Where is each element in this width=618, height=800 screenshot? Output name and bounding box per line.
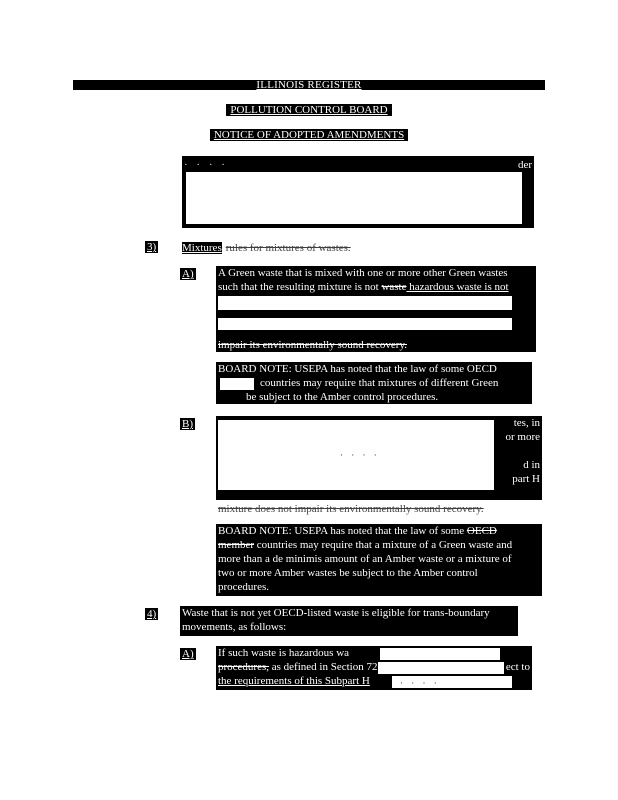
item3-heading (182, 241, 351, 255)
subitem-a2-line1: If such waste is hazardous wa (218, 647, 350, 659)
subitem-a-note-line2: countries may require that mixtures of different Green (260, 377, 499, 389)
subitem-a2-label-text: A) (182, 648, 194, 660)
notice-title-text: NOTICE OF ADOPTED AMENDMENTS (210, 129, 408, 141)
subitem-a2-line3: the requirements of this Subpart H (218, 675, 370, 687)
subitem-b-note-line2 (216, 538, 542, 552)
subitem-a-line2 (216, 280, 536, 294)
subitem-a-label (180, 268, 196, 280)
board-title (0, 104, 618, 116)
subitem-a2-gap2 (378, 662, 504, 674)
subitem-b-note (216, 524, 542, 596)
subitem-b-note-line1 (216, 524, 542, 538)
subitem-a2-line2b: ect to (505, 661, 530, 673)
item4-line1: Waste that is not yet OECD-listed waste is eligible for trans-boundary (182, 607, 490, 619)
subitem-a-last-line-text: impair its environmentally sound recovery. (218, 339, 407, 351)
subitem-a2-line2a: as defined in Section 72 (269, 661, 378, 673)
item3-heading-struck: rules for mixtures of wastes. (225, 242, 351, 254)
item4-number (145, 608, 158, 620)
subitem-a-line2a: such that the resulting mixture is not (218, 281, 382, 293)
subitem-b-note-line2-text: countries may require that a mixture of a Green waste and (254, 539, 513, 551)
subitem-b-note-line4: two or more Amber wastes be subject to the Amber control (218, 567, 478, 579)
subitem-b-frag1: tes, in (513, 417, 540, 429)
subitem-a-label-text: A) (182, 268, 194, 280)
subitem-a2-label (180, 648, 196, 660)
subitem-a2-gap1 (380, 648, 500, 660)
item3-heading-text: Mixtures (182, 242, 222, 254)
subitem-b-frag2: or more (505, 431, 540, 443)
subitem-b-note-line3: more than a de minimis amount of an Amber waste or a mixture of (218, 553, 512, 565)
subitem-a-note-line3: be subject to the Amber control procedures. (246, 391, 439, 403)
subitem-b-last-line (218, 502, 484, 516)
item3-number-text: 3) (147, 241, 157, 253)
item4-block (180, 606, 518, 636)
subitem-a-line1: A Green waste that is mixed with one or more other Green wastes (218, 267, 508, 279)
subitem-b-note-line5: procedures. (218, 581, 270, 593)
notice-title (0, 129, 618, 141)
top-block-dots: · · · · (184, 159, 228, 171)
top-block-gap (186, 172, 522, 224)
subitem-b-last-line-text: mixture does not impair its environmentally sound recovery. (218, 503, 484, 515)
subitem-b-frag4: part H (512, 473, 540, 485)
subitem-a-note-gap (220, 378, 254, 390)
subitem-b-dots: · · · · (340, 450, 380, 460)
subitem-a-note-line1: BOARD NOTE: USEPA has noted that the law of some OECD (218, 363, 497, 375)
subitem-b-label-text: B) (182, 418, 193, 430)
subitem-b-note-line2-struck: member (218, 539, 255, 551)
top-block-fragment: der (517, 159, 532, 171)
board-title-text: POLLUTION CONTROL BOARD (226, 104, 391, 116)
subitem-b-note-line1a: BOARD NOTE: USEPA has noted that the law of some (218, 525, 467, 537)
subitem-b-frag3: d in (523, 459, 540, 471)
subitem-a-line2-struck: waste (381, 281, 407, 293)
subitem-b-label (180, 418, 195, 430)
subitem-b-note-line1-struck: OECD (466, 525, 497, 537)
subitem-a-line2b: hazardous waste is not (406, 281, 509, 293)
subitem-a-last-line (218, 338, 407, 352)
subitem-a2-dots: · · · · (400, 678, 440, 688)
item3-number (145, 241, 158, 253)
item4-line2: movements, as follows: (182, 621, 287, 633)
item4-number-text: 4) (147, 608, 157, 620)
subitem-a2-line2-struck: procedures, (218, 661, 270, 673)
subitem-a-gap1 (218, 296, 512, 310)
subitem-a-note (216, 362, 532, 404)
subitem-a-gap2 (218, 318, 512, 330)
register-title: ILLINOIS REGISTER (256, 79, 362, 91)
